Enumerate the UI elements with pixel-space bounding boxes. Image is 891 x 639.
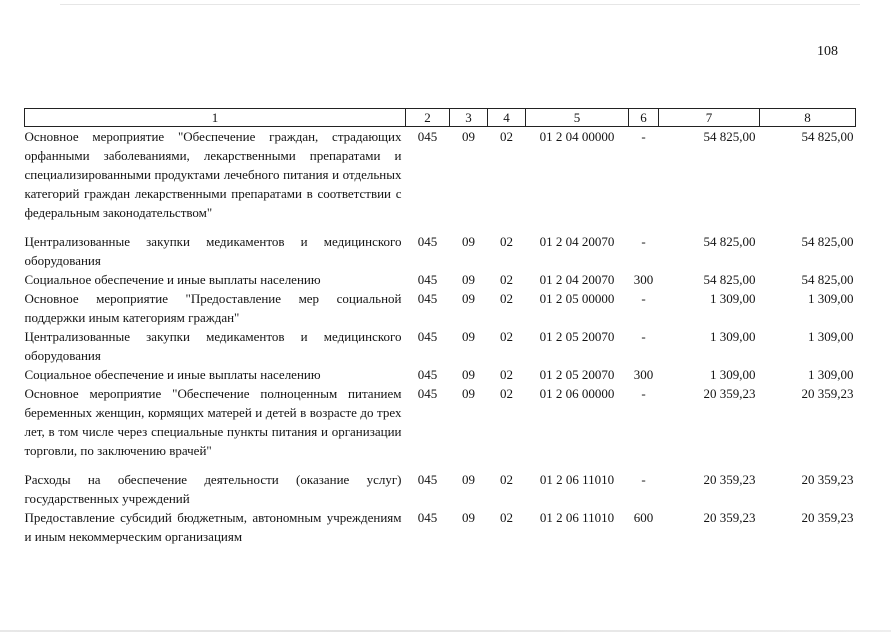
row-amount-1: 1 309,00: [710, 367, 756, 382]
table-row: [25, 232, 856, 270]
row-target-code: 01 2 04 20070: [539, 272, 615, 287]
row-ministry-code: 045: [417, 510, 438, 525]
column-header-8: 8: [760, 109, 856, 127]
column-header-1: 1: [25, 109, 406, 127]
row-ministry-code: 045: [417, 472, 438, 487]
row-target-code: 01 2 06 00000: [539, 386, 615, 401]
row-target-code: 01 2 06 11010: [539, 472, 615, 487]
row-section-code: 09: [462, 472, 475, 487]
row-ministry-code: 045: [417, 129, 438, 144]
row-subsection-code: 02: [500, 129, 513, 144]
row-ministry-code: 045: [417, 291, 438, 306]
row-target-code: 01 2 04 20070: [539, 234, 615, 249]
row-target-code: 01 2 05 20070: [539, 367, 615, 382]
row-amount-2: 1 309,00: [808, 291, 854, 306]
row-section-code: 09: [462, 291, 475, 306]
column-header-7: 7: [659, 109, 760, 127]
row-target-code: 01 2 04 00000: [539, 129, 615, 144]
row-section-code: 09: [462, 272, 475, 287]
table-row: [25, 384, 856, 470]
row-amount-1: 54 825,00: [703, 234, 756, 249]
row-subsection-code: 02: [500, 367, 513, 382]
row-name: Социальное обеспечение и иные выплаты населению: [24, 367, 321, 382]
row-subsection-code: 02: [500, 386, 513, 401]
table-row: [25, 470, 856, 508]
column-header-4: 4: [488, 109, 526, 127]
row-subsection-code: 02: [500, 472, 513, 487]
budget-table: [24, 108, 856, 546]
row-ministry-code: 045: [417, 272, 438, 287]
row-amount-2: 1 309,00: [808, 329, 854, 344]
row-section-code: 09: [462, 386, 475, 401]
row-name: Основное мероприятие "Предоставление мер социальной поддержки иным категориям граждан": [24, 291, 402, 325]
row-expense-type: 600: [633, 510, 654, 525]
row-expense-type: -: [641, 234, 646, 249]
row-expense-type: -: [641, 129, 646, 144]
row-name: Основное мероприятие "Обеспечение граждан, страдающих орфанными заболеваниями, лекарственными препаратами и специализированными продуктами лечебного питания и отдельных категорий граждан лекарственными препаратами в соответствии с федеральным законодательством": [24, 129, 402, 220]
table-row: [25, 127, 856, 233]
row-expense-type: -: [641, 472, 646, 487]
row-name: Расходы на обеспечение деятельности (оказание услуг) государственных учреждений: [24, 472, 402, 506]
row-amount-2: 1 309,00: [808, 367, 854, 382]
row-amount-2: 54 825,00: [801, 272, 854, 287]
row-amount-1: 20 359,23: [703, 472, 756, 487]
row-target-code: 01 2 05 20070: [539, 329, 615, 344]
table-row: [25, 327, 856, 365]
row-section-code: 09: [462, 234, 475, 249]
column-header-5: 5: [526, 109, 629, 127]
scan-edge-bottom: [0, 630, 891, 632]
row-subsection-code: 02: [500, 272, 513, 287]
row-expense-type: 300: [633, 272, 654, 287]
row-expense-type: -: [641, 386, 646, 401]
row-name: Социальное обеспечение и иные выплаты населению: [24, 272, 321, 287]
row-ministry-code: 045: [417, 386, 438, 401]
row-section-code: 09: [462, 129, 475, 144]
row-subsection-code: 02: [500, 329, 513, 344]
row-amount-1: 20 359,23: [703, 510, 756, 525]
scan-edge-top: [60, 4, 860, 5]
row-target-code: 01 2 06 11010: [539, 510, 615, 525]
row-ministry-code: 045: [417, 234, 438, 249]
row-subsection-code: 02: [500, 291, 513, 306]
row-amount-1: 54 825,00: [703, 272, 756, 287]
row-section-code: 09: [462, 367, 475, 382]
row-name: Централизованные закупки медикаментов и медицинского оборудования: [24, 234, 402, 268]
column-header-2: 2: [406, 109, 450, 127]
row-amount-2: 20 359,23: [801, 510, 854, 525]
page-number: 108: [817, 44, 838, 59]
row-amount-1: 1 309,00: [710, 329, 756, 344]
row-expense-type: -: [641, 329, 646, 344]
row-name: Централизованные закупки медикаментов и медицинского оборудования: [24, 329, 402, 363]
row-ministry-code: 045: [417, 329, 438, 344]
table-header-row: [25, 109, 856, 127]
row-section-code: 09: [462, 510, 475, 525]
row-amount-2: 54 825,00: [801, 129, 854, 144]
row-amount-1: 54 825,00: [703, 129, 756, 144]
row-amount-2: 20 359,23: [801, 472, 854, 487]
row-amount-1: 20 359,23: [703, 386, 756, 401]
table-row: [25, 365, 856, 384]
row-name: Основное мероприятие "Обеспечение полноценным питанием беременных женщин, кормящих матерей и детей в возрасте до трех лет, в том числе через специальные пункты питания и организации торговли, по заключению врачей": [24, 386, 402, 458]
row-amount-2: 54 825,00: [801, 234, 854, 249]
row-target-code: 01 2 05 00000: [539, 291, 615, 306]
row-subsection-code: 02: [500, 234, 513, 249]
row-section-code: 09: [462, 329, 475, 344]
row-amount-2: 20 359,23: [801, 386, 854, 401]
column-header-6: 6: [629, 109, 659, 127]
row-ministry-code: 045: [417, 367, 438, 382]
row-expense-type: -: [641, 291, 646, 306]
row-subsection-code: 02: [500, 510, 513, 525]
table-row: [25, 508, 856, 546]
row-expense-type: 300: [633, 367, 654, 382]
column-header-3: 3: [450, 109, 488, 127]
row-name: Предоставление субсидий бюджетным, автономным учреждениям и иным некоммерческим организациям: [24, 510, 402, 544]
table-row: [25, 270, 856, 289]
table-row: [25, 289, 856, 327]
row-amount-1: 1 309,00: [710, 291, 756, 306]
